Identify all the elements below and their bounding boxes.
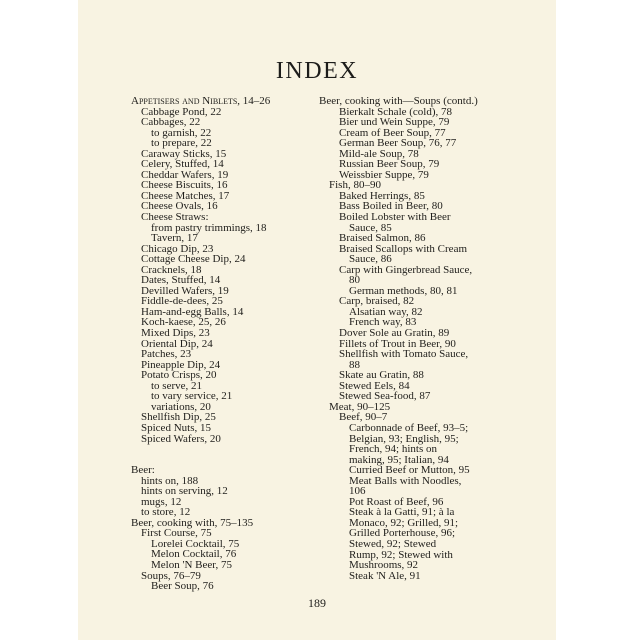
index-entry: Devilled Wafers, 19 bbox=[141, 284, 229, 297]
index-entry: Dover Sole au Gratin, 89 bbox=[339, 327, 450, 340]
index-entry: Sauce, 86 bbox=[349, 253, 392, 266]
index-entry: hints on, 188 bbox=[141, 474, 199, 487]
index-entry: Shellfish with Tomato Sauce, bbox=[339, 348, 469, 361]
index-entry: Russian Beer Soup, 79 bbox=[339, 158, 440, 171]
index-entry: French, 94; hints on bbox=[349, 443, 437, 456]
index-entry: Meat Balls with Noodles, bbox=[349, 474, 462, 487]
index-entry: Belgian, 93; English, 95; bbox=[349, 432, 459, 445]
index-entry: Boiled Lobster with Beer bbox=[339, 211, 451, 224]
index-entry: Weissbier Suppe, 79 bbox=[339, 168, 429, 181]
index-entry: Ham-and-egg Balls, 14 bbox=[141, 305, 244, 318]
index-entry: Rump, 92; Stewed with bbox=[349, 548, 453, 561]
index-entry: mugs, 12 bbox=[141, 495, 182, 508]
index-entry: Pot Roast of Beef, 96 bbox=[349, 495, 444, 508]
index-entry: Carp with Gingerbread Sauce, bbox=[339, 263, 473, 276]
index-entry: German methods, 80, 81 bbox=[349, 284, 458, 297]
index-entry: Meat, 90–125 bbox=[329, 400, 391, 413]
index-entry: 80 bbox=[349, 274, 360, 287]
index-entry: Cheese Ovals, 16 bbox=[141, 200, 218, 213]
index-entry: Pineapple Dip, 24 bbox=[141, 358, 221, 371]
index-entry: Baked Herrings, 85 bbox=[339, 189, 425, 202]
page-title: INDEX bbox=[275, 58, 359, 84]
index-entry: Alsatian way, 82 bbox=[349, 305, 423, 318]
index-entry: Sauce, 85 bbox=[349, 221, 392, 234]
index-entry: Beer, cooking with—Soups (contd.) bbox=[319, 95, 478, 107]
index-entry: Spiced Wafers, 20 bbox=[141, 432, 221, 445]
index-entry: Cream of Beer Soup, 77 bbox=[339, 126, 446, 139]
index-entry: to serve, 21 bbox=[151, 379, 203, 392]
index-entry: Cheese Biscuits, 16 bbox=[141, 179, 228, 192]
index-entry: Cheddar Wafers, 19 bbox=[141, 168, 229, 181]
index-entry: Stewed Sea-food, 87 bbox=[339, 390, 431, 403]
index-entry: Lorelei Cocktail, 75 bbox=[151, 537, 240, 550]
index-entry: Stewed, 92; Stewed bbox=[349, 537, 437, 550]
index-entry: Celery, Stuffed, 14 bbox=[141, 158, 224, 171]
index-entry: Cheese Straws: bbox=[141, 211, 209, 224]
index-entry: Spiced Nuts, 15 bbox=[141, 421, 211, 434]
index-entry: Mixed Dips, 23 bbox=[141, 327, 210, 340]
index-entry: Skate au Gratin, 88 bbox=[339, 369, 424, 382]
book-page bbox=[78, 0, 556, 640]
index-entry: making, 95; Italian, 94 bbox=[349, 453, 449, 466]
index-entry: Bier und Wein Suppe, 79 bbox=[339, 116, 450, 129]
index-entry: to garnish, 22 bbox=[151, 126, 212, 139]
index-entry: hints on serving, 12 bbox=[141, 485, 228, 498]
index-entry: Soups, 76–79 bbox=[141, 569, 201, 582]
index-entry: Oriental Dip, 24 bbox=[141, 337, 213, 350]
index-entry: Carbonnade of Beef, 93–5; bbox=[349, 421, 469, 434]
index-entry: Melon Cocktail, 76 bbox=[151, 548, 237, 561]
index-entry: Beer: bbox=[131, 464, 155, 477]
index-entry: Mushrooms, 92 bbox=[349, 559, 419, 572]
index-entry: Bass Boiled in Beer, 80 bbox=[339, 200, 443, 213]
index-entry: Cracknels, 18 bbox=[141, 263, 202, 276]
index-entry: Fillets of Trout in Beer, 90 bbox=[339, 337, 456, 350]
index-entry: Grilled Porterhouse, 96; bbox=[349, 527, 456, 540]
index-entry: Tavern, 17 bbox=[151, 232, 198, 245]
index-entry: Melon 'N Beer, 75 bbox=[151, 558, 232, 571]
index-entry: Chicago Dip, 23 bbox=[141, 242, 214, 255]
index-entry: Bierkalt Schale (cold), 78 bbox=[339, 105, 453, 118]
index-entry: Shellfish Dip, 25 bbox=[141, 411, 216, 424]
index-entry: Stewed Eels, 84 bbox=[339, 379, 410, 392]
index-entry: Steak 'N Ale, 91 bbox=[349, 569, 421, 582]
index-entry: Curried Beef or Mutton, 95 bbox=[349, 464, 470, 477]
index-entry: Beer Soup, 76 bbox=[151, 580, 214, 593]
index-entry: Cottage Cheese Dip, 24 bbox=[141, 253, 246, 266]
index-entry: Carp, braised, 82 bbox=[339, 295, 415, 308]
index-entry: Fish, 80–90 bbox=[329, 179, 381, 192]
index-entry: Koch-kaese, 25, 26 bbox=[141, 316, 226, 329]
index-entry: Dates, Stuffed, 14 bbox=[141, 274, 221, 287]
page-number: 189 bbox=[308, 596, 326, 610]
index-entry: variations, 20 bbox=[151, 400, 211, 413]
index-entry: Fiddle-de-dees, 25 bbox=[141, 295, 223, 308]
index-entry: Patches, 23 bbox=[141, 348, 192, 361]
index-entry: German Beer Soup, 76, 77 bbox=[339, 137, 457, 150]
index-entry: French way, 83 bbox=[349, 316, 417, 329]
index-entry: Beef, 90–7 bbox=[339, 411, 388, 424]
index-entry: First Course, 75 bbox=[141, 527, 212, 540]
index-entry: to store, 12 bbox=[141, 506, 191, 519]
index-entry: Monaco, 92; Grilled, 91; bbox=[349, 516, 459, 529]
index-entry: Braised Scallops with Cream bbox=[339, 242, 468, 255]
index-entry: 106 bbox=[349, 485, 366, 498]
index-entry: Appetisers and Niblets, 14–26 bbox=[131, 95, 271, 107]
index-entry: Cabbage Pond, 22 bbox=[141, 105, 222, 118]
index-entry: from pastry trimmings, 18 bbox=[151, 221, 267, 234]
index-entry: Beer, cooking with, 75–135 bbox=[131, 516, 254, 529]
index-column-right bbox=[319, 96, 551, 581]
index-entry: Cheese Matches, 17 bbox=[141, 189, 230, 202]
index-entry: to prepare, 22 bbox=[151, 137, 212, 150]
index-entry: Cabbages, 22 bbox=[141, 116, 201, 129]
index-entry: Potato Crisps, 20 bbox=[141, 369, 217, 382]
index-entry: Caraway Sticks, 15 bbox=[141, 147, 227, 160]
index-entry: Steak à la Gatti, 91; à la bbox=[349, 506, 455, 519]
index-entry: Mild-ale Soup, 78 bbox=[339, 147, 419, 160]
index-entry: to vary service, 21 bbox=[151, 390, 233, 403]
index-entry: 88 bbox=[349, 358, 360, 371]
index-entry: Braised Salmon, 86 bbox=[339, 232, 426, 245]
